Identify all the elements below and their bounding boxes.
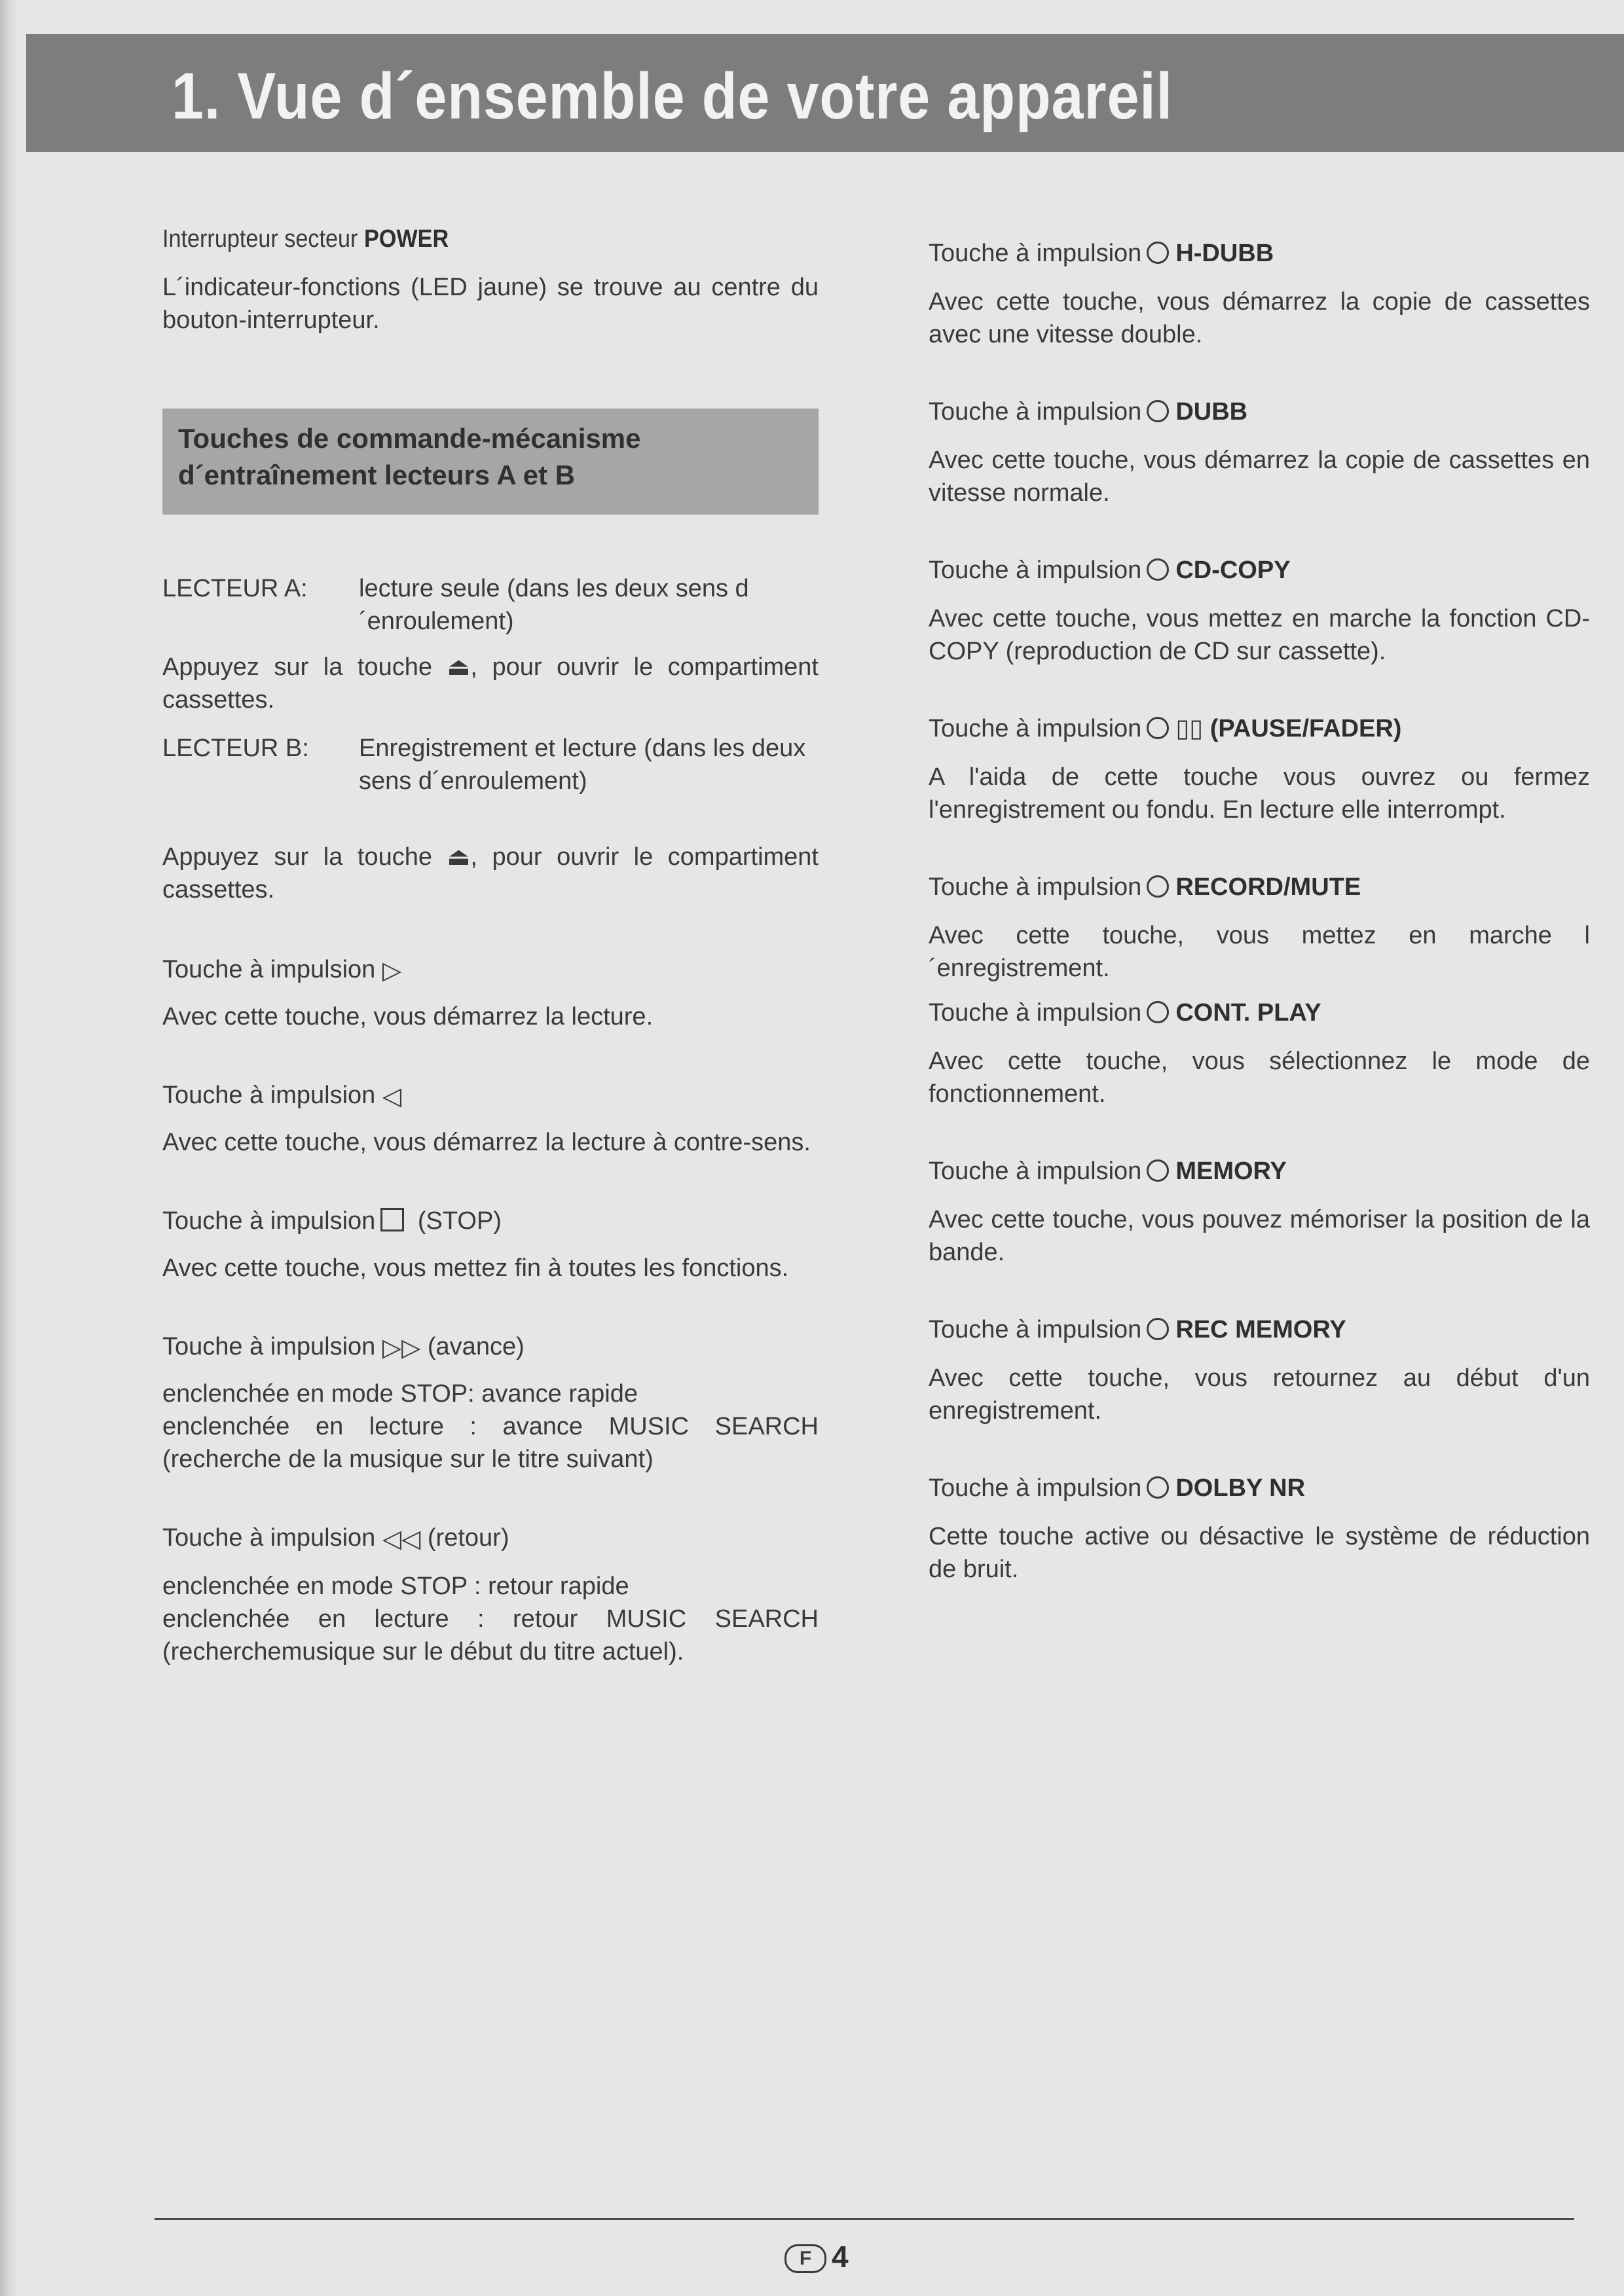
key-label-text: Touche à impulsion bbox=[929, 556, 1142, 584]
right-column bbox=[929, 0, 1590, 2296]
recmemory-key-label bbox=[929, 1313, 1590, 1346]
circle-button-icon bbox=[1147, 558, 1169, 581]
pause-icon: ▯▯ bbox=[1175, 715, 1204, 742]
rewind-key-label bbox=[162, 1522, 819, 1556]
left-column bbox=[162, 0, 819, 2296]
power-label bbox=[162, 223, 819, 255]
lecteur-a-key: LECTEUR A: bbox=[162, 575, 308, 602]
key-label-text: Touche à impulsion bbox=[929, 715, 1142, 742]
circle-button-icon bbox=[1147, 717, 1169, 739]
play-key-label bbox=[162, 953, 819, 987]
key-label-text: Touche à impulsion bbox=[929, 1316, 1142, 1343]
forward-suffix: (avance) bbox=[427, 1333, 525, 1360]
dubb-key-label bbox=[929, 395, 1590, 428]
key-name: RECORD/MUTE bbox=[1175, 873, 1361, 901]
stop-key-label bbox=[162, 1205, 819, 1237]
section-heading-line1: Touches de commande-mécanisme bbox=[178, 423, 641, 454]
key-label-text: Touche à impulsion bbox=[929, 1474, 1142, 1502]
key-name: (PAUSE/FADER) bbox=[1209, 715, 1402, 742]
stop-key-desc: Avec cette touche, vous mettez fin à toutes les fonctions. bbox=[162, 1254, 789, 1282]
fast-forward-icon: ▷▷ bbox=[382, 1334, 421, 1362]
pause-key-desc: A l'aida de cette touche vous ouvrez ou fermez l'enregistrement ou fondu. En lecture elle interrompt. bbox=[929, 763, 1590, 824]
play-key-desc: Avec cette touche, vous démarrez la lecture. bbox=[162, 1003, 654, 1030]
dolby-key-desc: Cette touche active ou désactive le système de réduction de bruit. bbox=[929, 1523, 1590, 1583]
page-title: 1. Vue d´ensemble de votre appareil bbox=[172, 60, 1173, 133]
key-label-text: Touche à impulsion bbox=[929, 873, 1142, 901]
key-label-text: Touche à impulsion bbox=[929, 240, 1142, 267]
record-key-label bbox=[929, 871, 1590, 903]
cdcopy-key-label bbox=[929, 554, 1590, 587]
section-heading-line2: d´entraînement lecteurs A et B bbox=[178, 460, 576, 490]
key-name: CONT. PLAY bbox=[1175, 999, 1321, 1027]
pause-key-label bbox=[929, 712, 1590, 745]
dolby-key-label bbox=[929, 1472, 1590, 1504]
key-label-text: Touche à impulsion bbox=[162, 1333, 376, 1360]
recmemory-key-desc: Avec cette touche, vous retournez au début d'un enregistrement. bbox=[929, 1364, 1590, 1425]
key-label-text: Touche à impulsion bbox=[929, 999, 1142, 1027]
contplay-key-desc: Avec cette touche, vous sélectionnez le mode de fonctionnement. bbox=[929, 1048, 1590, 1108]
circle-button-icon bbox=[1147, 1159, 1169, 1182]
section-heading bbox=[162, 409, 819, 515]
reverse-key-label bbox=[162, 1079, 819, 1113]
circle-button-icon bbox=[1147, 1001, 1169, 1023]
play-icon: ▷ bbox=[382, 957, 402, 985]
memory-key-desc: Avec cette touche, vous pouvez mémoriser la position de la bande. bbox=[929, 1206, 1590, 1266]
lecteur-a-value: lecture seule (dans les deux sens d´enroulement) bbox=[359, 575, 749, 635]
stop-square-icon bbox=[380, 1208, 404, 1231]
contplay-key-label bbox=[929, 996, 1590, 1029]
circle-button-icon bbox=[1147, 242, 1169, 264]
key-label-text: Touche à impulsion bbox=[162, 1524, 376, 1552]
circle-button-icon bbox=[1147, 400, 1169, 422]
cdcopy-key-desc: Avec cette touche, vous mettez en marche la fonction CD-COPY (reproduction de CD sur cassette). bbox=[929, 605, 1590, 665]
language-badge: F bbox=[784, 2244, 826, 2273]
lecteur-b-key: LECTEUR B: bbox=[162, 735, 309, 762]
lecteur-b-value: Enregistrement et lecture (dans les deux sens d´enroulement) bbox=[359, 735, 806, 795]
hdubb-key-desc: Avec cette touche, vous démarrez la copie de cassettes avec une vitesse double. bbox=[929, 288, 1590, 348]
forward-key-label bbox=[162, 1330, 819, 1364]
key-label-text: Touche à impulsion bbox=[162, 1207, 376, 1235]
page-number: 4 bbox=[832, 2240, 849, 2274]
key-label-text: Touche à impulsion bbox=[929, 1157, 1142, 1185]
power-label-name: POWER bbox=[363, 225, 449, 253]
key-label-text: Touche à impulsion bbox=[929, 398, 1142, 426]
key-name: DUBB bbox=[1175, 398, 1248, 426]
rewind-suffix: (retour) bbox=[427, 1524, 509, 1552]
forward-key-desc2: enclenchée en lecture : avance MUSIC SEARCH (recherche de la musique sur le titre suivant) bbox=[162, 1413, 819, 1473]
stop-suffix: (STOP) bbox=[417, 1207, 502, 1235]
rewind-icon: ◁◁ bbox=[382, 1525, 421, 1553]
record-key-desc: Avec cette touche, vous mettez en marche l´enregistrement. bbox=[929, 922, 1590, 982]
key-name: MEMORY bbox=[1175, 1157, 1287, 1185]
forward-key-desc: enclenchée en mode STOP: avance rapide bbox=[162, 1380, 638, 1408]
rewind-key-desc: enclenchée en mode STOP : retour rapide bbox=[162, 1573, 629, 1600]
rewind-key-desc2: enclenchée en lecture : retour MUSIC SEARCH (recherchemusique sur le début du titre actuel). bbox=[162, 1605, 819, 1666]
reverse-key-desc: Avec cette touche, vous démarrez la lecture à contre-sens. bbox=[162, 1129, 811, 1156]
circle-button-icon bbox=[1147, 1318, 1169, 1340]
page-edge bbox=[0, 0, 18, 2296]
lecteur-b-row bbox=[162, 732, 819, 797]
circle-button-icon bbox=[1147, 1476, 1169, 1499]
power-desc: L´indicateur-fonctions (LED jaune) se trouve au centre du bouton-interrupteur. bbox=[162, 274, 819, 334]
memory-key-label bbox=[929, 1155, 1590, 1188]
key-label-text: Touche à impulsion bbox=[162, 956, 376, 983]
reverse-play-icon: ◁ bbox=[382, 1082, 402, 1110]
key-name: REC MEMORY bbox=[1175, 1316, 1346, 1343]
circle-button-icon bbox=[1147, 875, 1169, 898]
key-label-text: Touche à impulsion bbox=[162, 1082, 376, 1109]
hdubb-key-label bbox=[929, 237, 1590, 270]
eject-instruction-2: Appuyez sur la touche ⏏, pour ouvrir le compartiment cassettes. bbox=[162, 843, 819, 903]
key-name: H-DUBB bbox=[1175, 240, 1274, 267]
key-name: DOLBY NR bbox=[1175, 1474, 1306, 1502]
eject-instruction-1: Appuyez sur la touche ⏏, pour ouvrir le compartiment cassettes. bbox=[162, 653, 819, 714]
footer-rule bbox=[155, 2218, 1574, 2220]
power-label-text: Interrupteur secteur bbox=[162, 225, 364, 253]
dubb-key-desc: Avec cette touche, vous démarrez la copie de cassettes en vitesse normale. bbox=[929, 446, 1590, 507]
lecteur-a-row bbox=[162, 572, 819, 638]
key-name: CD-COPY bbox=[1175, 556, 1291, 584]
